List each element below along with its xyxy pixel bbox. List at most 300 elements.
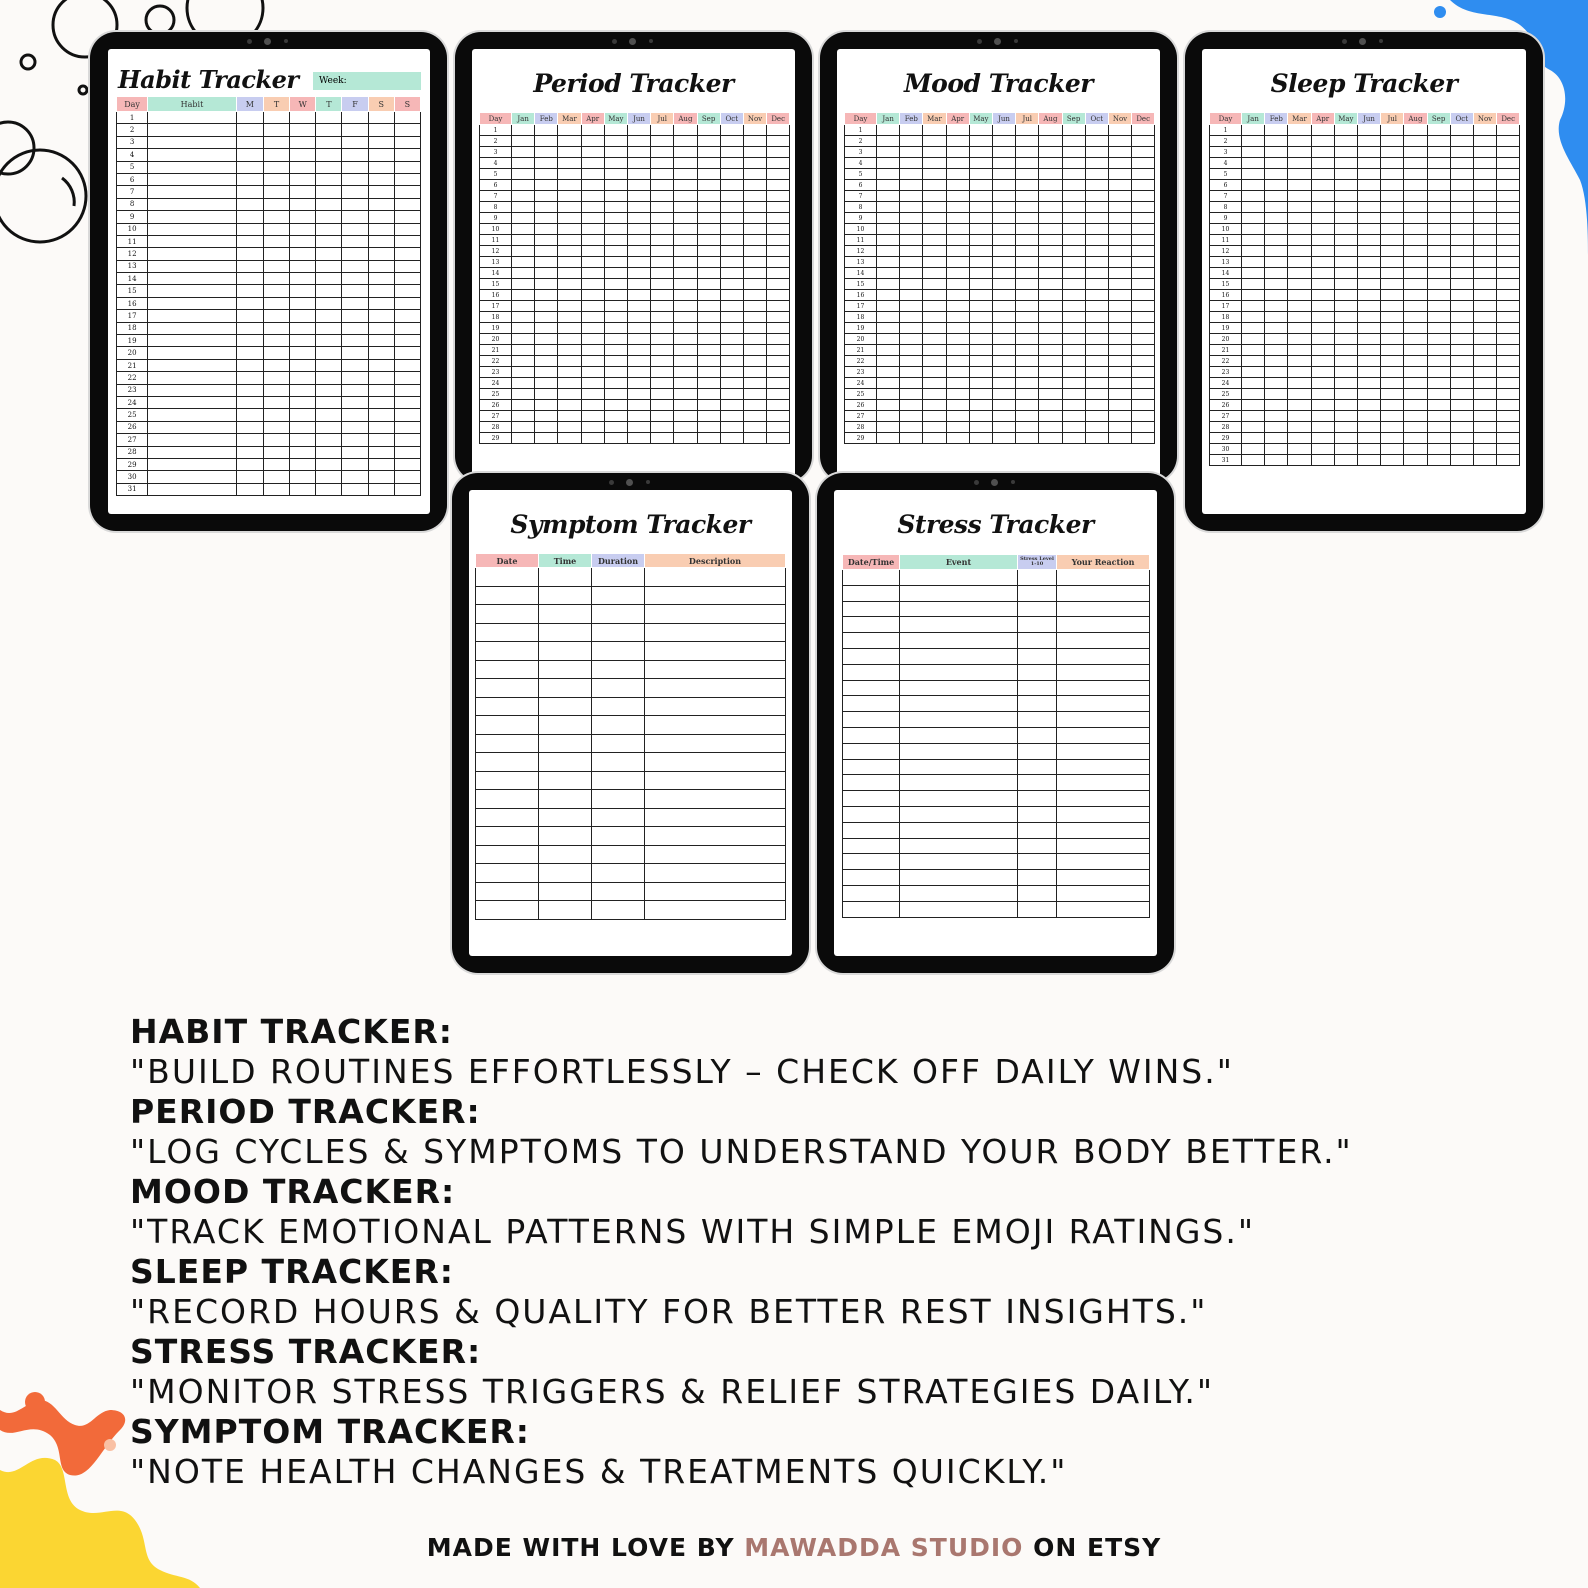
entry-cell[interactable]	[969, 334, 992, 345]
entry-cell[interactable]	[236, 149, 263, 161]
entry-cell[interactable]	[236, 434, 263, 446]
entry-cell[interactable]	[1132, 312, 1155, 323]
entry-cell[interactable]	[1311, 301, 1334, 312]
entry-cell[interactable]	[969, 147, 992, 158]
entry-cell[interactable]	[1062, 213, 1085, 224]
entry-cell[interactable]	[900, 601, 1018, 617]
entry-cell[interactable]	[1085, 158, 1108, 169]
entry-cell[interactable]	[394, 458, 420, 470]
entry-cell[interactable]	[535, 334, 558, 345]
entry-cell[interactable]	[290, 173, 316, 185]
entry-cell[interactable]	[1473, 246, 1496, 257]
entry-cell[interactable]	[581, 301, 604, 312]
entry-cell[interactable]	[1085, 290, 1108, 301]
entry-cell[interactable]	[1497, 345, 1520, 356]
entry-cell[interactable]	[767, 246, 790, 257]
entry-cell[interactable]	[1108, 224, 1131, 235]
entry-cell[interactable]	[674, 323, 697, 334]
entry-cell[interactable]	[535, 290, 558, 301]
entry-cell[interactable]	[1427, 147, 1450, 158]
entry-cell[interactable]	[1473, 444, 1496, 455]
entry-cell[interactable]	[1265, 312, 1288, 323]
entry-cell[interactable]	[969, 268, 992, 279]
entry-cell[interactable]	[263, 483, 289, 495]
entry-cell[interactable]	[1404, 378, 1427, 389]
entry-cell[interactable]	[148, 297, 237, 309]
entry-cell[interactable]	[1039, 422, 1062, 433]
entry-cell[interactable]	[1497, 411, 1520, 422]
entry-cell[interactable]	[1132, 191, 1155, 202]
entry-cell[interactable]	[877, 400, 900, 411]
entry-cell[interactable]	[674, 147, 697, 158]
entry-cell[interactable]	[1473, 125, 1496, 136]
entry-cell[interactable]	[342, 359, 368, 371]
entry-cell[interactable]	[148, 384, 237, 396]
entry-cell[interactable]	[1016, 158, 1039, 169]
entry-cell[interactable]	[697, 158, 720, 169]
entry-cell[interactable]	[1334, 136, 1357, 147]
entry-cell[interactable]	[394, 322, 420, 334]
entry-cell[interactable]	[1242, 125, 1265, 136]
entry-cell[interactable]	[1311, 180, 1334, 191]
entry-cell[interactable]	[1450, 301, 1473, 312]
entry-cell[interactable]	[1311, 136, 1334, 147]
entry-cell[interactable]	[1450, 213, 1473, 224]
entry-cell[interactable]	[720, 213, 743, 224]
entry-cell[interactable]	[697, 202, 720, 213]
entry-cell[interactable]	[1242, 191, 1265, 202]
entry-cell[interactable]	[1473, 367, 1496, 378]
entry-cell[interactable]	[627, 356, 650, 367]
entry-cell[interactable]	[1450, 158, 1473, 169]
entry-cell[interactable]	[1018, 570, 1057, 586]
entry-cell[interactable]	[1404, 356, 1427, 367]
entry-cell[interactable]	[1404, 444, 1427, 455]
entry-cell[interactable]	[290, 434, 316, 446]
entry-cell[interactable]	[1016, 169, 1039, 180]
entry-cell[interactable]	[263, 384, 289, 396]
entry-cell[interactable]	[1242, 389, 1265, 400]
entry-cell[interactable]	[512, 224, 535, 235]
entry-cell[interactable]	[1427, 224, 1450, 235]
entry-cell[interactable]	[1311, 378, 1334, 389]
entry-cell[interactable]	[1018, 727, 1057, 743]
entry-cell[interactable]	[290, 372, 316, 384]
entry-cell[interactable]	[368, 173, 394, 185]
entry-cell[interactable]	[236, 446, 263, 458]
entry-cell[interactable]	[290, 112, 316, 124]
entry-cell[interactable]	[1085, 411, 1108, 422]
entry-cell[interactable]	[1404, 257, 1427, 268]
entry-cell[interactable]	[1016, 301, 1039, 312]
entry-cell[interactable]	[368, 483, 394, 495]
entry-cell[interactable]	[651, 257, 674, 268]
entry-cell[interactable]	[512, 367, 535, 378]
entry-cell[interactable]	[1265, 235, 1288, 246]
entry-cell[interactable]	[1357, 147, 1380, 158]
entry-cell[interactable]	[1473, 433, 1496, 444]
entry-cell[interactable]	[969, 125, 992, 136]
entry-cell[interactable]	[992, 136, 1015, 147]
entry-cell[interactable]	[843, 822, 900, 838]
entry-cell[interactable]	[368, 458, 394, 470]
entry-cell[interactable]	[627, 268, 650, 279]
entry-cell[interactable]	[843, 727, 900, 743]
entry-cell[interactable]	[1242, 301, 1265, 312]
entry-cell[interactable]	[263, 347, 289, 359]
entry-cell[interactable]	[1132, 301, 1155, 312]
entry-cell[interactable]	[604, 147, 627, 158]
entry-cell[interactable]	[535, 301, 558, 312]
entry-cell[interactable]	[394, 186, 420, 198]
entry-cell[interactable]	[368, 161, 394, 173]
entry-cell[interactable]	[1473, 191, 1496, 202]
entry-cell[interactable]	[148, 161, 237, 173]
entry-cell[interactable]	[720, 158, 743, 169]
entry-cell[interactable]	[263, 409, 289, 421]
entry-cell[interactable]	[1334, 444, 1357, 455]
entry-cell[interactable]	[290, 359, 316, 371]
entry-cell[interactable]	[1334, 191, 1357, 202]
entry-cell[interactable]	[1404, 279, 1427, 290]
entry-cell[interactable]	[236, 359, 263, 371]
entry-cell[interactable]	[877, 389, 900, 400]
entry-cell[interactable]	[1062, 378, 1085, 389]
entry-cell[interactable]	[1497, 213, 1520, 224]
entry-cell[interactable]	[1108, 400, 1131, 411]
entry-cell[interactable]	[1450, 356, 1473, 367]
entry-cell[interactable]	[900, 345, 923, 356]
entry-cell[interactable]	[767, 136, 790, 147]
entry-cell[interactable]	[923, 433, 946, 444]
entry-cell[interactable]	[236, 409, 263, 421]
entry-cell[interactable]	[476, 605, 539, 624]
entry-cell[interactable]	[1062, 180, 1085, 191]
entry-cell[interactable]	[1427, 455, 1450, 466]
entry-cell[interactable]	[1450, 367, 1473, 378]
entry-cell[interactable]	[263, 198, 289, 210]
entry-cell[interactable]	[843, 633, 900, 649]
entry-cell[interactable]	[627, 378, 650, 389]
entry-cell[interactable]	[1381, 433, 1404, 444]
entry-cell[interactable]	[923, 334, 946, 345]
entry-cell[interactable]	[263, 372, 289, 384]
entry-cell[interactable]	[535, 356, 558, 367]
entry-cell[interactable]	[342, 285, 368, 297]
entry-cell[interactable]	[1427, 433, 1450, 444]
entry-cell[interactable]	[1357, 169, 1380, 180]
entry-cell[interactable]	[651, 433, 674, 444]
entry-cell[interactable]	[368, 384, 394, 396]
week-field[interactable]	[313, 72, 421, 90]
entry-cell[interactable]	[368, 211, 394, 223]
entry-cell[interactable]	[1265, 444, 1288, 455]
entry-cell[interactable]	[645, 845, 786, 864]
entry-cell[interactable]	[1039, 433, 1062, 444]
entry-cell[interactable]	[1132, 147, 1155, 158]
entry-cell[interactable]	[1108, 334, 1131, 345]
entry-cell[interactable]	[394, 136, 420, 148]
entry-cell[interactable]	[1108, 345, 1131, 356]
entry-cell[interactable]	[1334, 312, 1357, 323]
entry-cell[interactable]	[368, 310, 394, 322]
entry-cell[interactable]	[923, 323, 946, 334]
entry-cell[interactable]	[1016, 257, 1039, 268]
entry-cell[interactable]	[843, 601, 900, 617]
entry-cell[interactable]	[1242, 356, 1265, 367]
entry-cell[interactable]	[674, 257, 697, 268]
entry-cell[interactable]	[720, 268, 743, 279]
entry-cell[interactable]	[767, 312, 790, 323]
entry-cell[interactable]	[394, 173, 420, 185]
entry-cell[interactable]	[1450, 422, 1473, 433]
entry-cell[interactable]	[923, 213, 946, 224]
entry-cell[interactable]	[1334, 268, 1357, 279]
entry-cell[interactable]	[1062, 279, 1085, 290]
entry-cell[interactable]	[1016, 367, 1039, 378]
entry-cell[interactable]	[236, 483, 263, 495]
entry-cell[interactable]	[946, 136, 969, 147]
entry-cell[interactable]	[1062, 158, 1085, 169]
entry-cell[interactable]	[697, 290, 720, 301]
entry-cell[interactable]	[900, 696, 1018, 712]
entry-cell[interactable]	[558, 191, 581, 202]
entry-cell[interactable]	[1473, 235, 1496, 246]
entry-cell[interactable]	[1357, 235, 1380, 246]
entry-cell[interactable]	[592, 790, 645, 809]
entry-cell[interactable]	[1404, 147, 1427, 158]
entry-cell[interactable]	[604, 389, 627, 400]
entry-cell[interactable]	[476, 864, 539, 883]
entry-cell[interactable]	[1265, 301, 1288, 312]
entry-cell[interactable]	[651, 356, 674, 367]
entry-cell[interactable]	[1450, 279, 1473, 290]
entry-cell[interactable]	[767, 389, 790, 400]
entry-cell[interactable]	[1497, 268, 1520, 279]
entry-cell[interactable]	[843, 712, 900, 728]
entry-cell[interactable]	[767, 433, 790, 444]
entry-cell[interactable]	[743, 235, 766, 246]
entry-cell[interactable]	[1473, 400, 1496, 411]
entry-cell[interactable]	[1016, 290, 1039, 301]
entry-cell[interactable]	[394, 421, 420, 433]
entry-cell[interactable]	[558, 411, 581, 422]
entry-cell[interactable]	[604, 202, 627, 213]
entry-cell[interactable]	[1357, 224, 1380, 235]
entry-cell[interactable]	[148, 198, 237, 210]
entry-cell[interactable]	[263, 136, 289, 148]
entry-cell[interactable]	[645, 827, 786, 846]
entry-cell[interactable]	[1497, 224, 1520, 235]
entry-cell[interactable]	[627, 301, 650, 312]
entry-cell[interactable]	[1016, 213, 1039, 224]
entry-cell[interactable]	[900, 759, 1018, 775]
entry-cell[interactable]	[1288, 290, 1311, 301]
entry-cell[interactable]	[651, 312, 674, 323]
entry-cell[interactable]	[148, 235, 237, 247]
entry-cell[interactable]	[316, 124, 342, 136]
entry-cell[interactable]	[1357, 411, 1380, 422]
entry-cell[interactable]	[148, 124, 237, 136]
entry-cell[interactable]	[923, 301, 946, 312]
entry-cell[interactable]	[1404, 411, 1427, 422]
entry-cell[interactable]	[535, 433, 558, 444]
entry-cell[interactable]	[627, 433, 650, 444]
entry-cell[interactable]	[1016, 334, 1039, 345]
entry-cell[interactable]	[1357, 246, 1380, 257]
entry-cell[interactable]	[720, 279, 743, 290]
entry-cell[interactable]	[1473, 389, 1496, 400]
entry-cell[interactable]	[900, 279, 923, 290]
entry-cell[interactable]	[1381, 411, 1404, 422]
entry-cell[interactable]	[1311, 213, 1334, 224]
entry-cell[interactable]	[1265, 279, 1288, 290]
entry-cell[interactable]	[697, 356, 720, 367]
entry-cell[interactable]	[581, 290, 604, 301]
entry-cell[interactable]	[1334, 224, 1357, 235]
entry-cell[interactable]	[1108, 312, 1131, 323]
entry-cell[interactable]	[1357, 301, 1380, 312]
entry-cell[interactable]	[651, 334, 674, 345]
entry-cell[interactable]	[1427, 444, 1450, 455]
entry-cell[interactable]	[1132, 356, 1155, 367]
entry-cell[interactable]	[1450, 411, 1473, 422]
entry-cell[interactable]	[767, 356, 790, 367]
entry-cell[interactable]	[604, 400, 627, 411]
entry-cell[interactable]	[1497, 389, 1520, 400]
entry-cell[interactable]	[992, 411, 1015, 422]
entry-cell[interactable]	[1085, 422, 1108, 433]
entry-cell[interactable]	[1381, 125, 1404, 136]
entry-cell[interactable]	[969, 257, 992, 268]
entry-cell[interactable]	[946, 301, 969, 312]
entry-cell[interactable]	[1039, 136, 1062, 147]
entry-cell[interactable]	[476, 623, 539, 642]
entry-cell[interactable]	[900, 191, 923, 202]
entry-cell[interactable]	[743, 389, 766, 400]
entry-cell[interactable]	[1242, 345, 1265, 356]
entry-cell[interactable]	[900, 367, 923, 378]
entry-cell[interactable]	[1242, 202, 1265, 213]
entry-cell[interactable]	[581, 224, 604, 235]
entry-cell[interactable]	[1057, 712, 1150, 728]
entry-cell[interactable]	[877, 422, 900, 433]
entry-cell[interactable]	[1334, 356, 1357, 367]
entry-cell[interactable]	[1108, 158, 1131, 169]
entry-cell[interactable]	[1242, 158, 1265, 169]
entry-cell[interactable]	[368, 421, 394, 433]
entry-cell[interactable]	[1473, 312, 1496, 323]
entry-cell[interactable]	[946, 389, 969, 400]
entry-cell[interactable]	[1242, 411, 1265, 422]
entry-cell[interactable]	[1450, 334, 1473, 345]
entry-cell[interactable]	[697, 378, 720, 389]
entry-cell[interactable]	[1108, 433, 1131, 444]
entry-cell[interactable]	[992, 246, 1015, 257]
entry-cell[interactable]	[592, 827, 645, 846]
entry-cell[interactable]	[1357, 279, 1380, 290]
entry-cell[interactable]	[394, 347, 420, 359]
entry-cell[interactable]	[627, 400, 650, 411]
entry-cell[interactable]	[342, 471, 368, 483]
entry-cell[interactable]	[1062, 246, 1085, 257]
entry-cell[interactable]	[1381, 158, 1404, 169]
entry-cell[interactable]	[592, 716, 645, 735]
entry-cell[interactable]	[674, 213, 697, 224]
entry-cell[interactable]	[1018, 870, 1057, 886]
entry-cell[interactable]	[1404, 290, 1427, 301]
entry-cell[interactable]	[900, 389, 923, 400]
entry-cell[interactable]	[316, 112, 342, 124]
entry-cell[interactable]	[1311, 433, 1334, 444]
entry-cell[interactable]	[627, 136, 650, 147]
entry-cell[interactable]	[900, 617, 1018, 633]
entry-cell[interactable]	[946, 279, 969, 290]
entry-cell[interactable]	[969, 301, 992, 312]
entry-cell[interactable]	[992, 422, 1015, 433]
entry-cell[interactable]	[697, 422, 720, 433]
entry-cell[interactable]	[946, 268, 969, 279]
entry-cell[interactable]	[992, 191, 1015, 202]
entry-cell[interactable]	[843, 617, 900, 633]
entry-cell[interactable]	[592, 864, 645, 883]
entry-cell[interactable]	[581, 433, 604, 444]
entry-cell[interactable]	[1018, 901, 1057, 917]
entry-cell[interactable]	[992, 257, 1015, 268]
entry-cell[interactable]	[1311, 367, 1334, 378]
entry-cell[interactable]	[263, 396, 289, 408]
entry-cell[interactable]	[316, 211, 342, 223]
entry-cell[interactable]	[394, 359, 420, 371]
entry-cell[interactable]	[558, 202, 581, 213]
entry-cell[interactable]	[263, 273, 289, 285]
entry-cell[interactable]	[1062, 389, 1085, 400]
entry-cell[interactable]	[1427, 356, 1450, 367]
entry-cell[interactable]	[645, 864, 786, 883]
entry-cell[interactable]	[1132, 180, 1155, 191]
entry-cell[interactable]	[1288, 279, 1311, 290]
entry-cell[interactable]	[1450, 235, 1473, 246]
entry-cell[interactable]	[1334, 334, 1357, 345]
entry-cell[interactable]	[1473, 301, 1496, 312]
entry-cell[interactable]	[558, 246, 581, 257]
entry-cell[interactable]	[148, 273, 237, 285]
entry-cell[interactable]	[877, 312, 900, 323]
entry-cell[interactable]	[900, 235, 923, 246]
entry-cell[interactable]	[651, 301, 674, 312]
entry-cell[interactable]	[476, 882, 539, 901]
entry-cell[interactable]	[1016, 422, 1039, 433]
entry-cell[interactable]	[877, 246, 900, 257]
entry-cell[interactable]	[923, 400, 946, 411]
entry-cell[interactable]	[1108, 268, 1131, 279]
entry-cell[interactable]	[1108, 389, 1131, 400]
entry-cell[interactable]	[992, 290, 1015, 301]
entry-cell[interactable]	[969, 158, 992, 169]
entry-cell[interactable]	[720, 301, 743, 312]
entry-cell[interactable]	[342, 149, 368, 161]
entry-cell[interactable]	[1085, 191, 1108, 202]
entry-cell[interactable]	[592, 808, 645, 827]
entry-cell[interactable]	[900, 147, 923, 158]
entry-cell[interactable]	[1108, 301, 1131, 312]
entry-cell[interactable]	[1381, 257, 1404, 268]
entry-cell[interactable]	[1473, 334, 1496, 345]
entry-cell[interactable]	[1016, 268, 1039, 279]
entry-cell[interactable]	[604, 213, 627, 224]
entry-cell[interactable]	[263, 471, 289, 483]
entry-cell[interactable]	[558, 301, 581, 312]
